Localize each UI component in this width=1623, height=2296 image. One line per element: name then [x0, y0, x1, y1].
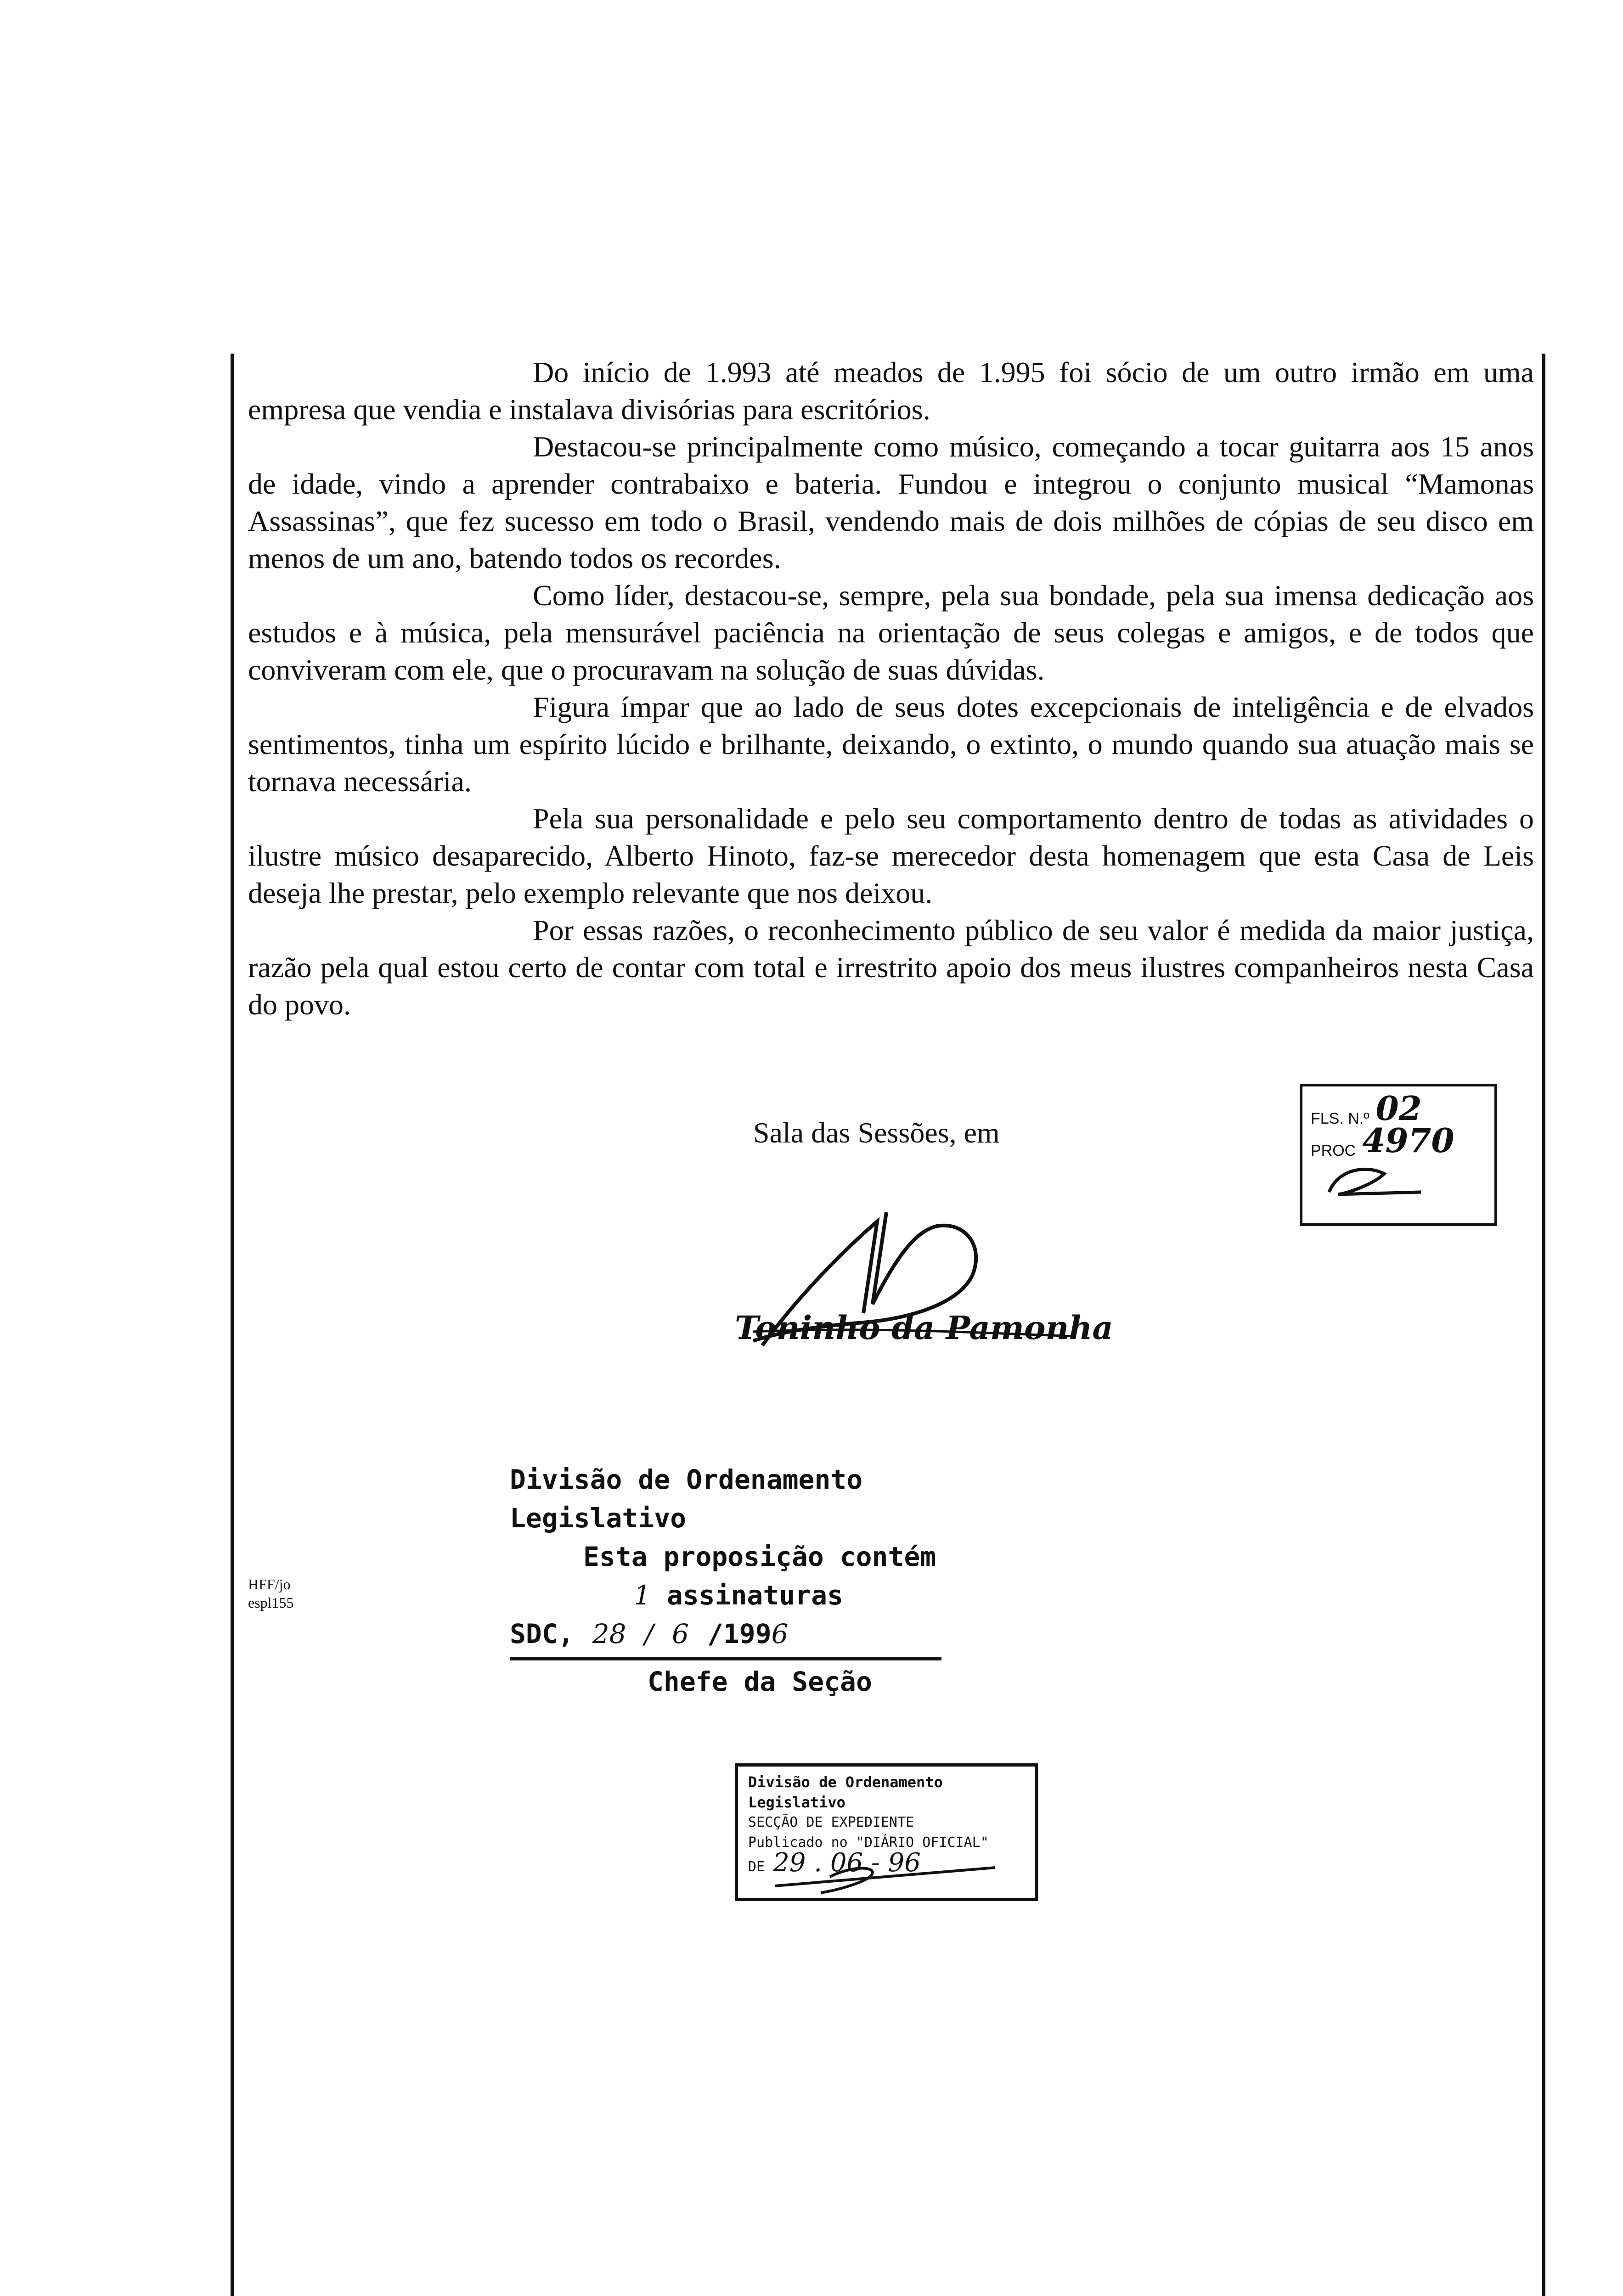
signature-name: Toninho da Pamonha [735, 1309, 1113, 1347]
session-room-line: Sala das Sessões, em [753, 1116, 1000, 1149]
sdc-label: SDC, [510, 1618, 574, 1649]
signature-line [510, 1657, 941, 1660]
section-chief-label: Chefe da Seção [648, 1666, 872, 1697]
sdc-separator: / [644, 1618, 654, 1649]
pub-date-value: 29 . 06 - 96 [773, 1848, 921, 1878]
left-margin-rule [231, 354, 234, 2296]
signature-scrawl [726, 1194, 1084, 1378]
right-margin-rule [1542, 354, 1545, 2296]
proc-label: PROC [1311, 1142, 1356, 1159]
pub-stamp-initials-mark [766, 1858, 1023, 1895]
paragraph-5: Pela sua personalidade e pelo seu comportamento dentro de todas as atividades o ilustre músico desaparecido, Alberto Hinoto, faz-se merecedor desta homenagem que esta Casa de Leis deseja lhe prestar, pelo exemplo relevante que nos deixou. [248, 802, 1534, 909]
typist-initials [248, 1575, 294, 1612]
fls-label: FLS. N.º [1311, 1110, 1369, 1127]
pub-division: Divisão de Ordenamento Legislativo [748, 1773, 943, 1811]
initials-line-2: espl155 [248, 1594, 294, 1611]
signatures-label: assinaturas [666, 1580, 843, 1611]
paragraph-3: Como líder, destacou-se, sempre, pela sua bondade, pela sua imensa dedicação aos estudos e à música, pela mensurável paciência na orientação de seus colegas e amigos, e de todos que conviveram com ele, que o procuravam na solução de suas dúvidas. [248, 579, 1534, 686]
paragraph-4: Figura ímpar que ao lado de seus dotes excepcionais de inteligência e de elvados sentimentos, tinha um espírito lúcido e brilhante, deixando, o extinto, o mundo quando sua atuação mais se tornava necessária. [248, 691, 1534, 798]
proc-value: 4970 [1362, 1121, 1454, 1160]
initials-line-1: HFF/jo [248, 1576, 291, 1593]
publication-stamp [735, 1763, 1038, 1901]
sdc-year-prefix: /199 [707, 1618, 772, 1649]
division-stamp [510, 1460, 969, 1701]
division-contains: Esta proposição contém [583, 1541, 936, 1572]
signature-count: 1 [634, 1580, 651, 1611]
stamp-initials-mark [1311, 1160, 1448, 1201]
sdc-year-suffix: 6 [771, 1618, 789, 1649]
paragraph-6: Por essas razões, o reconhecimento público de seu valor é medida da maior justiça, razão pela qual estou certo de contar com total e irrestrito apoio dos meus ilustres companheiros nesta Casa do povo. [248, 914, 1534, 1021]
paragraph-1: Do início de 1.993 até meados de 1.995 foi sócio de um outro irmão em uma empresa que vendia e instalava divisórias para escritórios. [248, 356, 1534, 426]
pub-section: SECÇÃO DE EXPEDIENTE [748, 1814, 914, 1830]
sdc-month: 6 [672, 1618, 689, 1649]
division-title: Divisão de Ordenamento Legislativo [510, 1464, 863, 1534]
pub-date-label: DE [748, 1859, 765, 1875]
pub-published: Publicado no "DIÁRIO OFICIAL" [748, 1835, 989, 1851]
page-number-stamp [1300, 1084, 1497, 1226]
paragraph-2: Destacou-se principalmente como músico, começando a tocar guitarra aos 15 anos de idade, vindo a aprender contrabaixo e bateria. Fundou e integrou o conjunto musical “Mamonas Assassinas”, que fez sucesso em todo o Brasil, vendendo mais de dois milhões de cópias de seu disco em menos de um ano, batendo todos os recordes. [248, 430, 1534, 574]
fls-value: 02 [1375, 1089, 1422, 1128]
body-text [248, 354, 1534, 1023]
sdc-day: 28 [592, 1618, 626, 1649]
